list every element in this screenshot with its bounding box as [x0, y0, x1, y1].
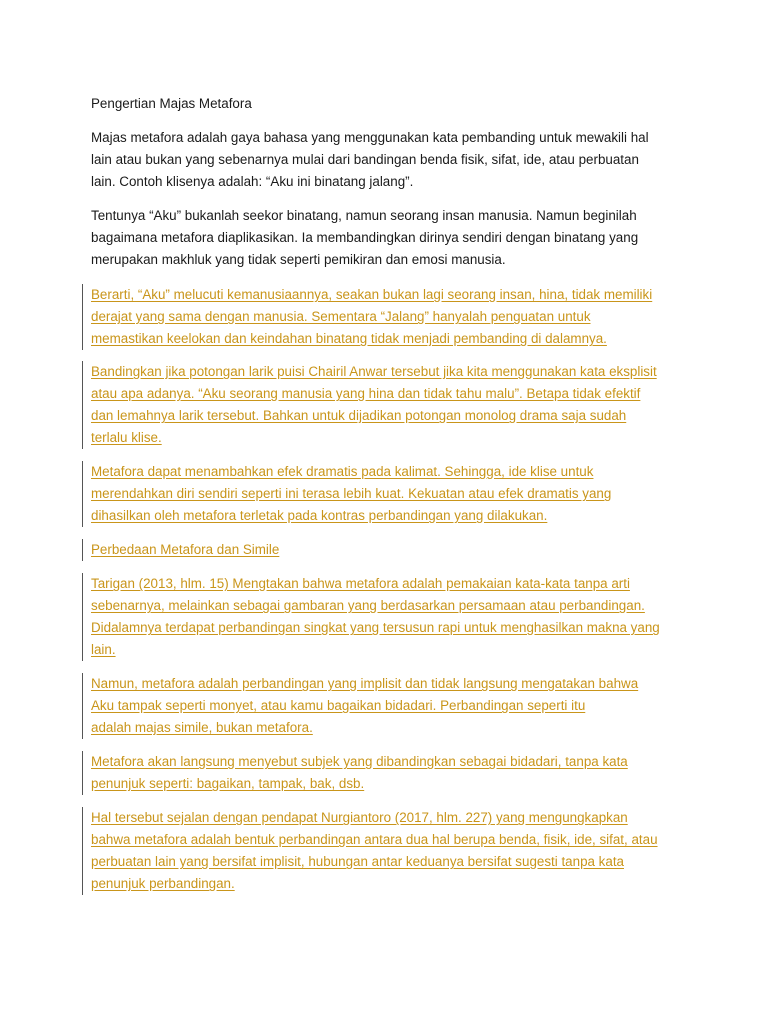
change-bar	[82, 751, 83, 795]
text-line: Majas metafora adalah gaya bahasa yang menggunakan kata pembanding untuk mewakili hal	[91, 130, 649, 145]
text-line: Tarigan (2013, hlm. 15) Mengtakan bahwa metafora adalah pemakaian kata-kata tanpa arti	[91, 576, 630, 591]
text-line: lain. Contoh klisenya adalah: “Aku ini binatang jalang”.	[91, 174, 414, 189]
text-line: Bandingkan jika potongan larik puisi Chairil Anwar tersebut jika kita menggunakan kata eksplisit	[91, 364, 657, 379]
change-bar	[82, 461, 83, 527]
change-bar	[82, 807, 83, 895]
text-line: penunjuk perbandingan.	[91, 876, 235, 891]
text-line: Berarti, “Aku” melucuti kemanusiaannya, seakan bukan lagi seorang insan, hina, tidak memiliki	[91, 287, 653, 302]
tracked-paragraph-3[interactable]	[91, 461, 691, 527]
text-line: lain atau bukan yang sebenarnya mulai dari bandingan benda fisik, sifat, ide, atau perbuatan	[91, 152, 639, 167]
text-line: bahwa metafora adalah bentuk perbandingan antara dua hal berupa benda, fisik, ide, sifat, atau	[91, 832, 658, 847]
document-title	[91, 93, 691, 115]
text-line: adalah majas simile, bukan metafora.	[91, 720, 313, 735]
text-line: derajat yang sama dengan manusia. Sementara “Jalang” hanyalah penguatan untuk	[91, 309, 591, 324]
change-bar	[82, 284, 83, 350]
change-bar	[82, 361, 83, 449]
text-line: Pengertian Majas Metafora	[91, 96, 252, 111]
change-bar	[82, 539, 83, 561]
text-line: Hal tersebut sejalan dengan pendapat Nurgiantoro (2017, hlm. 227) yang mengungkapkan	[91, 810, 628, 825]
text-line: penunjuk seperti: bagaikan, tampak, bak, dsb.	[91, 776, 365, 791]
tracked-paragraph-5[interactable]	[91, 673, 691, 739]
tracked-paragraph-4[interactable]	[91, 573, 691, 661]
paragraph-1	[91, 127, 691, 193]
text-line: Aku tampak seperti monyet, atau kamu bagaikan bidadari. Perbandingan seperti itu	[91, 698, 586, 713]
text-line: lain.	[91, 642, 116, 657]
text-line: Perbedaan Metafora dan Simile	[91, 542, 280, 557]
tracked-paragraph-2[interactable]	[91, 361, 691, 449]
text-line: bagaimana metafora diaplikasikan. Ia membandingkan dirinya sendiri dengan binatang yang	[91, 230, 639, 245]
text-line: perbuatan lain yang bersifat implisit, hubungan antar keduanya bersifat sugesti tanpa kata	[91, 854, 624, 869]
text-line: dihasilkan oleh metafora terletak pada kontras perbandingan yang dilakukan.	[91, 508, 548, 523]
text-line: atau apa adanya. “Aku seorang manusia yang hina dan tidak tahu malu”. Betapa tidak efektif	[91, 386, 641, 401]
text-line: Tentunya “Aku” bukanlah seekor binatang, namun seorang insan manusia. Namun beginilah	[91, 208, 637, 223]
change-bar	[82, 673, 83, 739]
text-line: Didalamnya terdapat perbandingan singkat yang tersusun rapi untuk menghasilkan makna yang	[91, 620, 660, 635]
text-line: Namun, metafora adalah perbandingan yang implisit dan tidak langsung mengatakan bahwa	[91, 676, 639, 691]
text-line: merendahkan diri sendiri seperti ini terasa lebih kuat. Kekuatan atau efek dramatis yang	[91, 486, 612, 501]
text-line: merupakan makhluk yang tidak seperti pemikiran dan emosi manusia.	[91, 252, 506, 267]
text-line: terlalu klise.	[91, 430, 162, 445]
tracked-subheading[interactable]	[91, 539, 691, 561]
change-bar	[82, 573, 83, 661]
text-line: dan lemahnya larik tersebut. Bahkan untuk dijadikan potongan monolog drama saja sudah	[91, 408, 627, 423]
tracked-paragraph-1[interactable]	[91, 284, 691, 350]
text-line: Metafora akan langsung menyebut subjek yang dibandingkan sebagai bidadari, tanpa kata	[91, 754, 628, 769]
paragraph-2	[91, 205, 691, 271]
text-line: sebenarnya, melainkan sebagai gambaran yang berdasarkan persamaan atau perbandingan.	[91, 598, 645, 613]
text-line: Metafora dapat menambahkan efek dramatis pada kalimat. Sehingga, ide klise untuk	[91, 464, 594, 479]
text-line: memastikan keelokan dan keindahan binatang tidak menjadi pembanding di dalamnya.	[91, 331, 607, 346]
tracked-paragraph-6[interactable]	[91, 751, 691, 795]
tracked-paragraph-7[interactable]	[91, 807, 691, 895]
